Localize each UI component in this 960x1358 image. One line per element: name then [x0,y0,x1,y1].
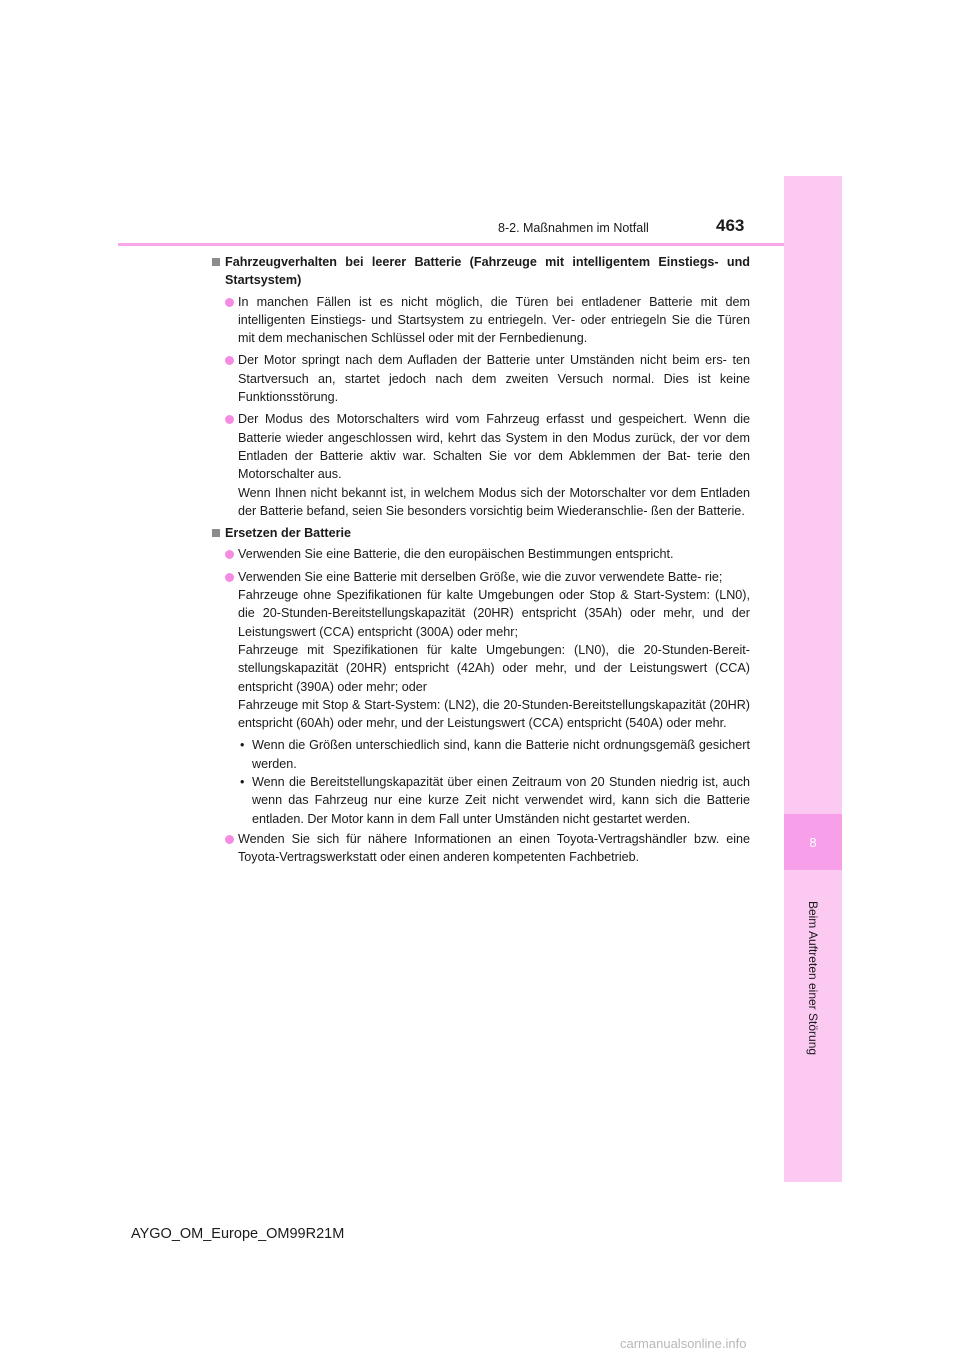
bullet-dot-icon [225,835,234,844]
square-bullet-icon [212,258,220,266]
section-heading: Fahrzeugverhalten bei leerer Batterie (Fahrzeuge mit intelligentem Einstiegs- und Startsystem) [210,253,750,290]
square-bullet-icon [212,529,220,537]
page-content [210,253,750,871]
sub-list [210,736,750,827]
bullet-dot-icon [225,298,234,307]
sub-list-item: • Wenn die Bereitstellungskapazität über einen Zeitraum von 20 Stunden niedrig ist, auch wenn das Fahrzeug nur eine kurze Zeit nicht verwendet wird, kann sich die Batterie entladen. Der Motor kann in dem Fall unter Umständen nicht gestartet werden. [240,775,750,826]
bullet-dot-icon [225,573,234,582]
list-item: Der Motor springt nach dem Aufladen der Batterie unter Umständen nicht beim ers- ten Startversuch an, startet jedoch nach dem zweiten Versuch normal. Dies ist keine Funktionsstörung. [210,351,750,406]
list-item: Wenden Sie sich für nähere Informationen an einen Toyota-Vertragshändler bzw. eine Toyota-Vertragswerkstatt oder einen anderen kompetenten Fachbetrieb. [210,830,750,867]
document-id: AYGO_OM_Europe_OM99R21M [131,1226,345,1242]
bullet-dot-icon [225,550,234,559]
header-divider [118,243,784,246]
bullet-dot-icon [225,415,234,424]
list-item: Verwenden Sie eine Batterie, die den europäischen Bestimmungen entspricht. [210,545,750,563]
chapter-number: 8 [809,834,817,850]
section-heading: Ersetzen der Batterie [210,524,750,542]
list-item: Verwenden Sie eine Batterie mit derselben Größe, wie die zuvor verwendete Batte- rie; Fahrzeuge ohne Spezifikationen für kalte Umgebungen oder Stop & Start-System: (LN0), die 20-Stunden-Bereitstellungskapazität (20HR) entspricht (35Ah) oder mehr, und der Leistungswert (CCA) entspricht (300A) oder mehr; Fahrzeuge mit Spezifikationen für kalte Umgebungen: (LN0), die 20-Stunden-Bereit- stellungskapazität (20HR) entspricht (42Ah) oder mehr, und der Leistungswert (CCA) entspricht (390A) oder mehr; oder Fahrzeuge mit Stop & Start-System: (LN2), die 20-Stunden-Bereitstellungskapazität (20HR) entspricht (60Ah) oder mehr, und der Leistungswert (CCA) entspricht (540A) oder mehr. [210,568,750,733]
list-item: Der Modus des Motorschalters wird vom Fahrzeug erfasst und gespeichert. Wenn die Batterie wieder angeschlossen wird, kehrt das System in den Modus zurück, der vor dem Entladen der Batterie aktiv war. Schalten Sie vor dem Abklemmen der Bat- terie den Motorschalter aus. Wenn Ihnen nicht bekannt ist, in welchem Modus sich der Motorschalter vor dem Entladen der Batterie befand, seien Sie besonders vorsichtig beim Wiederanschlie- ßen der Batterie. [210,410,750,520]
watermark: carmanualsonline.info [620,1336,747,1351]
sub-bullet-icon: • [240,738,245,753]
chapter-title: Beim Auftreten einer Störung [806,900,820,1056]
sub-bullet-icon: • [240,775,245,790]
header-section-title: 8-2. Maßnahmen im Notfall [498,221,649,235]
sub-list-item: • Wenn die Größen unterschiedlich sind, kann die Batterie nicht ordnungsgemäß gesichert werden. [240,738,750,771]
chapter-number-tab[interactable] [784,814,842,870]
list-item: In manchen Fällen ist es nicht möglich, die Türen bei entladener Batterie mit dem intelligenten Einstiegs- und Startsystem zu entriegeln. Ver- oder entriegeln Sie die Türen mit dem mechanischen Schlüssel oder mit der Fernbedienung. [210,293,750,348]
page-number: 463 [716,216,745,235]
bullet-dot-icon [225,356,234,365]
